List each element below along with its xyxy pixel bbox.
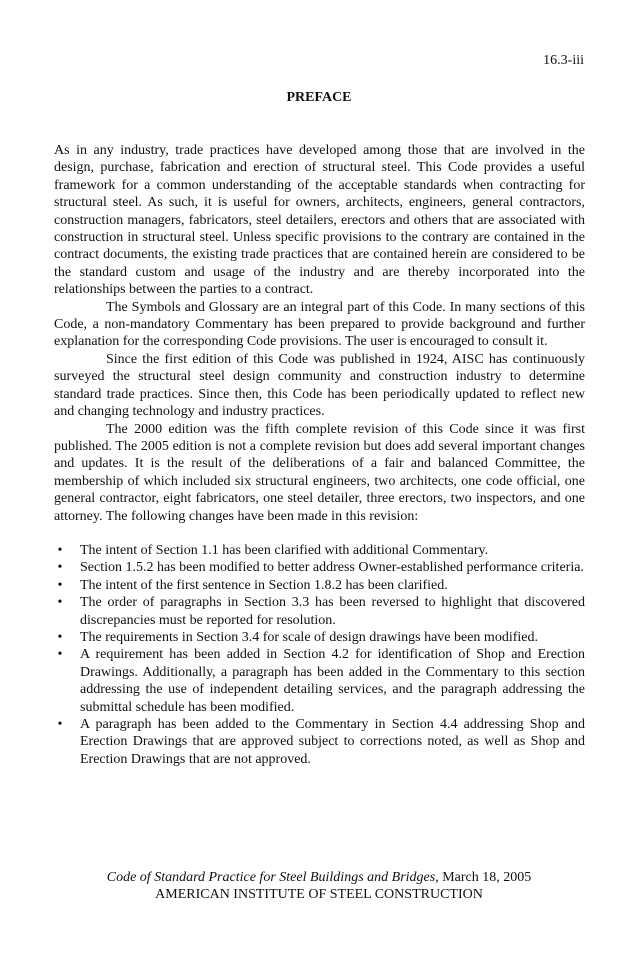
page-title: PREFACE — [286, 90, 352, 105]
bullet-icon: • — [57, 717, 63, 732]
paragraph-2005-edition: The 2000 edition was the fifth complete revision of this Code since it was first published. The 2005 edition is not a complete revision but does add several important changes and updates. It is the result of the deliberations of a fair and balanced Committee, the membership of which included six structural engineers, two architects, one code official, one general contractor, eight fabricators, one steel detailer, three erectors, two inspectors, and one attorney. The following changes have been made in this revision: — [54, 421, 585, 524]
footer-date: , March 18, 2005 — [435, 870, 532, 885]
bullet-icon: • — [57, 560, 63, 576]
list-item — [54, 716, 585, 768]
list-item-text: A paragraph has been added to the Commentary in Section 4.4 addressing Shop and Erection Drawings that are approved subject to corrections noted, as well as Shop and Erection Drawings that are not approved. — [80, 717, 585, 767]
list-item — [54, 629, 585, 646]
page-footer — [0, 869, 638, 904]
bullet-icon: • — [57, 542, 63, 558]
bullet-icon: • — [57, 595, 63, 611]
footer-publisher: AMERICAN INSTITUTE OF STEEL CONSTRUCTION — [155, 887, 483, 903]
preface-body — [54, 142, 585, 768]
list-item-text: Section 1.5.2 has been modified to better address Owner-established performance criteria. — [80, 560, 584, 576]
list-item — [54, 594, 585, 629]
list-item-text: The intent of Section 1.1 has been clarified with additional Commentary. — [80, 542, 489, 558]
paragraph-symbols-glossary: The Symbols and Glossary are an integral part of this Code. In many sections of this Code, a non-mandatory Commentary has been prepared to provide background and further explanation for the corresponding Code provisions. The user is encouraged to consult it. — [54, 299, 585, 350]
bullet-icon: • — [57, 577, 63, 593]
list-item — [54, 577, 585, 594]
page-number: 16.3-iii — [543, 53, 584, 68]
bullet-icon: • — [57, 647, 63, 663]
paragraph-intro: As in any industry, trade practices have developed among those that are involved in the design, purchase, fabrication and erection of structural steel. This Code provides a useful framework for a common understanding of the acceptable standards when contracting for structural steel. As such, it is useful for owners, architects, engineers, general contractors, construction managers, fabricators, steel detailers, erectors and others that are associated with construction in structural steel. Unless specific provisions to the contrary are contained in the contract documents, the existing trade practices that are contained herein are considered to be the standard custom and usage of the industry and are thereby incorporated into the relationships between the parties to a contract. — [54, 143, 585, 298]
list-item-text: The requirements in Section 3.4 for scale of design drawings have been modified. — [80, 629, 538, 645]
list-item — [54, 559, 585, 576]
changes-list — [54, 542, 585, 768]
list-item-text: The order of paragraphs in Section 3.3 has been reversed to highlight that discovered discrepancies must be reported for resolution. — [80, 595, 585, 628]
paragraph-history: Since the first edition of this Code was published in 1924, AISC has continuously surveyed the structural steel design community and construction industry to determine standard trade practices. Since then, this Code has been periodically updated to reflect new and changing technology and industry practices. — [54, 351, 585, 420]
list-item-text: A requirement has been added in Section 4.2 for identification of Shop and Erection Drawings. Additionally, a paragraph has been added in the Commentary to this section addressing the use of independent detailing services, and the paragraph addressing the submittal schedule has been modified. — [80, 647, 585, 715]
footer-citation — [0, 869, 638, 886]
bullet-icon: • — [57, 629, 63, 645]
list-item-text: The intent of the first sentence in Section 1.8.2 has been clarified. — [80, 577, 448, 593]
list-item — [54, 542, 585, 559]
list-item — [54, 646, 585, 716]
footer-document-title: Code of Standard Practice for Steel Buildings and Bridges — [106, 870, 436, 885]
